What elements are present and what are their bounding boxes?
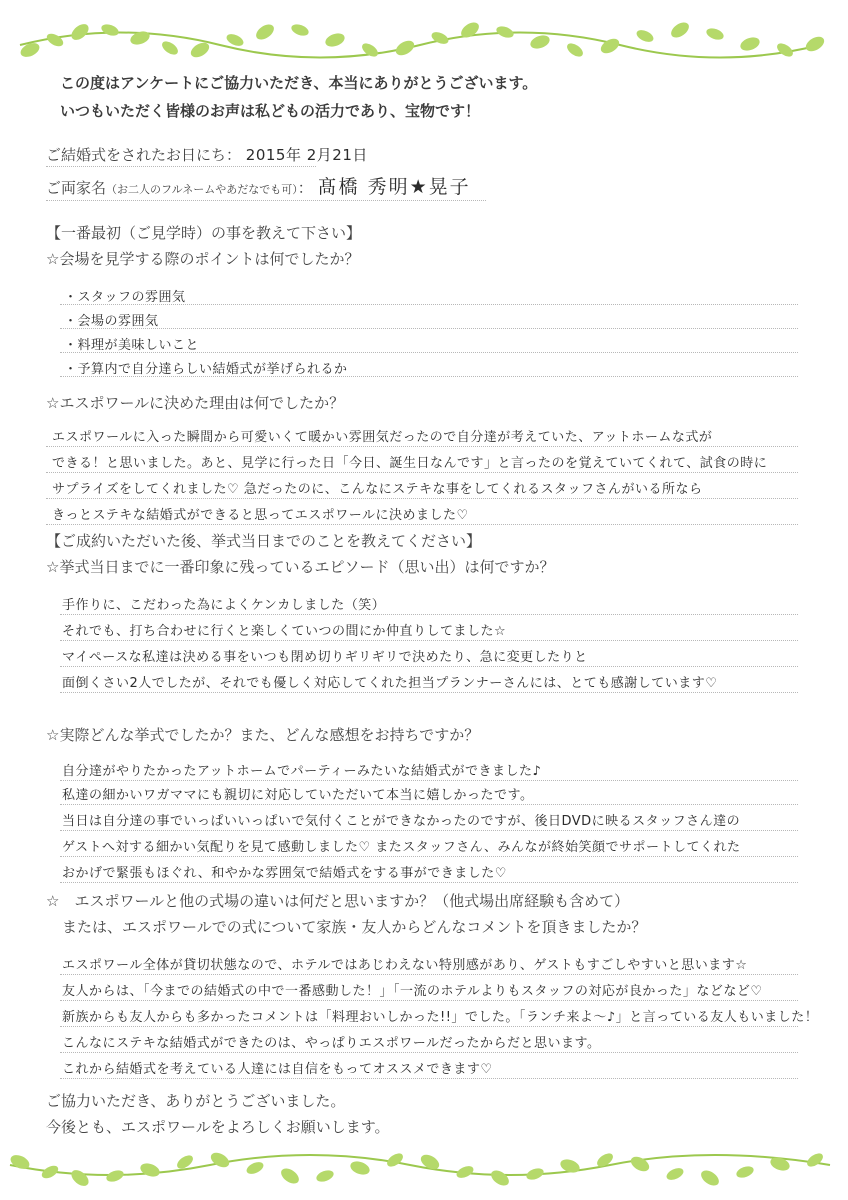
wedding-date-label: ご結婚式をされたお日にち： <box>46 146 242 164</box>
rule <box>60 1052 798 1053</box>
q2-answer-1: エスポワールに入った瞬間から可愛いくて暖かい雰囲気だったので自分達が考えていた、アットホームな式が <box>52 430 713 445</box>
rule <box>46 524 798 525</box>
q1-answer-4: ・予算内で自分達らしい結婚式が挙げられるか <box>64 362 348 377</box>
q5-answer-4: こんなにステキな結婚式ができたのは、やっぱりエスポワールだったからだと思います。 <box>62 1036 601 1051</box>
couple-name-note: （お二人のフルネームやあだなでも可） <box>106 183 298 196</box>
q5-question-line-1: ☆ エスポワールと他の式場の違いは何だと思いますか？（他式場出席経験も含めて） <box>46 892 630 910</box>
q1-question: ☆会場を見学する際のポイントは何でしたか？ <box>46 250 360 268</box>
q3-answer-1: 手作りに、こだわった為によくケンカしました（笑） <box>62 598 386 613</box>
wedding-date-underline <box>46 166 316 167</box>
rule <box>46 472 798 473</box>
rule <box>60 856 798 857</box>
section1-heading: 【一番最初（ご見学時）の事を教えて下さい】 <box>46 224 362 242</box>
rule <box>60 352 798 353</box>
q1-answer-1: ・スタッフの雰囲気 <box>64 290 186 305</box>
couple-name-underline <box>46 200 486 201</box>
rule <box>60 666 798 667</box>
rule <box>60 974 798 975</box>
rule <box>60 614 798 615</box>
q5-question-line-2: または、エスポワールでの式について家族・友人からどんなコメントを頂きましたか？ <box>62 918 647 936</box>
couple-name-colon: ： <box>297 179 313 197</box>
vine-border-top <box>0 10 848 70</box>
q4-answer-3: 当日は自分達の事でいっぱいいっぱいで気付くことができなかったのですが、後日DVDに映るスタッフさん達の <box>62 814 741 829</box>
q4-answer-1: 自分達がやりたかったアットホームでパーティーみたいな結婚式ができました♪ <box>62 764 542 779</box>
q1-answer-2: ・会場の雰囲気 <box>64 314 159 329</box>
q3-question: ☆挙式当日までに一番印象に残っているエピソード（思い出）は何ですか？ <box>46 558 555 576</box>
section2-heading: 【ご成約いただいた後、挙式当日までのことを教えてください】 <box>46 532 482 550</box>
rule <box>60 1026 798 1027</box>
q4-answer-4: ゲストへ対する細かい気配りを見て感動しました♡ またスタッフさん、みんなが終始笑顔でサポートしてくれた <box>62 840 741 855</box>
couple-name-value: 髙橋 秀明★晃子 <box>317 176 471 198</box>
rule <box>60 640 798 641</box>
q4-answer-5: おかげで緊張もほぐれ、和やかな雰囲気で結婚式をする事ができました♡ <box>62 866 507 881</box>
footer-line-2: 今後とも、エスポワールをよろしくお願いします。 <box>46 1118 390 1136</box>
rule <box>60 692 798 693</box>
q2-question: ☆エスポワールに決めた理由は何でしたか？ <box>46 394 345 412</box>
q4-answer-2: 私達の細かいワガママにも親切に対応していただいて本当に嬉しかったです。 <box>62 788 534 803</box>
rule <box>60 804 798 805</box>
q2-answer-4: きっとステキな結婚式ができると思ってエスポワールに決めました♡ <box>52 508 469 523</box>
rule <box>46 498 798 499</box>
footer-line-1: ご協力いただき、ありがとうございました。 <box>46 1092 346 1110</box>
vine-border-bottom <box>0 1130 848 1190</box>
rule <box>60 328 798 329</box>
rule <box>60 304 798 305</box>
q5-answer-2: 友人からは、「今までの結婚式の中で一番感動した！」「一流のホテルよりもスタッフの対応が良かった」などなど♡ <box>62 984 763 999</box>
intro-line-2: いつもいただく皆様のお声は私どもの活力であり、宝物です！ <box>60 102 481 120</box>
q5-answer-5: これから結婚式を考えている人達には自信をもってオススメできます♡ <box>62 1062 493 1077</box>
q2-answer-2: できる！と思いました。あと、見学に行った日「今日、誕生日なんです」と言ったのを覚えていてくれて、試食の時に <box>52 456 768 471</box>
q3-answer-4: 面倒くさい2人でしたが、それでも優しく対応してくれた担当プランナーさんには、とても感謝しています♡ <box>62 676 718 691</box>
couple-name-label: ご両家名 <box>46 179 107 197</box>
rule <box>60 780 798 781</box>
q3-answer-3: マイペースな私達は決める事をいつも閉め切りギリギリで決めたり、急に変更したりと <box>62 650 588 665</box>
rule <box>60 882 798 883</box>
rule <box>60 1000 798 1001</box>
wedding-date-row <box>46 144 368 165</box>
rule <box>60 376 798 377</box>
q4-question: ☆実際どんな挙式でしたか？また、どんな感想をお持ちですか？ <box>46 726 480 744</box>
q5-answer-1: エスポワール全体が貸切状態なので、ホテルではあじわえない特別感があり、ゲストもすごしやすいと思います☆ <box>62 958 748 973</box>
rule <box>60 1078 798 1079</box>
q5-answer-3: 新族からも友人からも多かったコメントは「料理おいしかった!!」でした。「ランチ来よ〜♪」と言っている友人もいました！ <box>62 1010 819 1025</box>
q1-answer-3: ・料理が美味しいこと <box>64 338 200 353</box>
wedding-date-value: 2015年 2月21日 <box>245 146 368 164</box>
rule <box>60 830 798 831</box>
q2-answer-3: サプライズをしてくれました♡ 急だったのに、こんなにステキな事をしてくれるスタッフさんがいる所なら <box>52 482 703 497</box>
rule <box>46 446 798 447</box>
q3-answer-2: それでも、打ち合わせに行くと楽しくていつの間にか仲直りしてました☆ <box>62 624 507 639</box>
intro-line-1: この度はアンケートにご協力いただき、本当にありがとうございます。 <box>60 74 538 92</box>
couple-name-row <box>46 172 471 199</box>
